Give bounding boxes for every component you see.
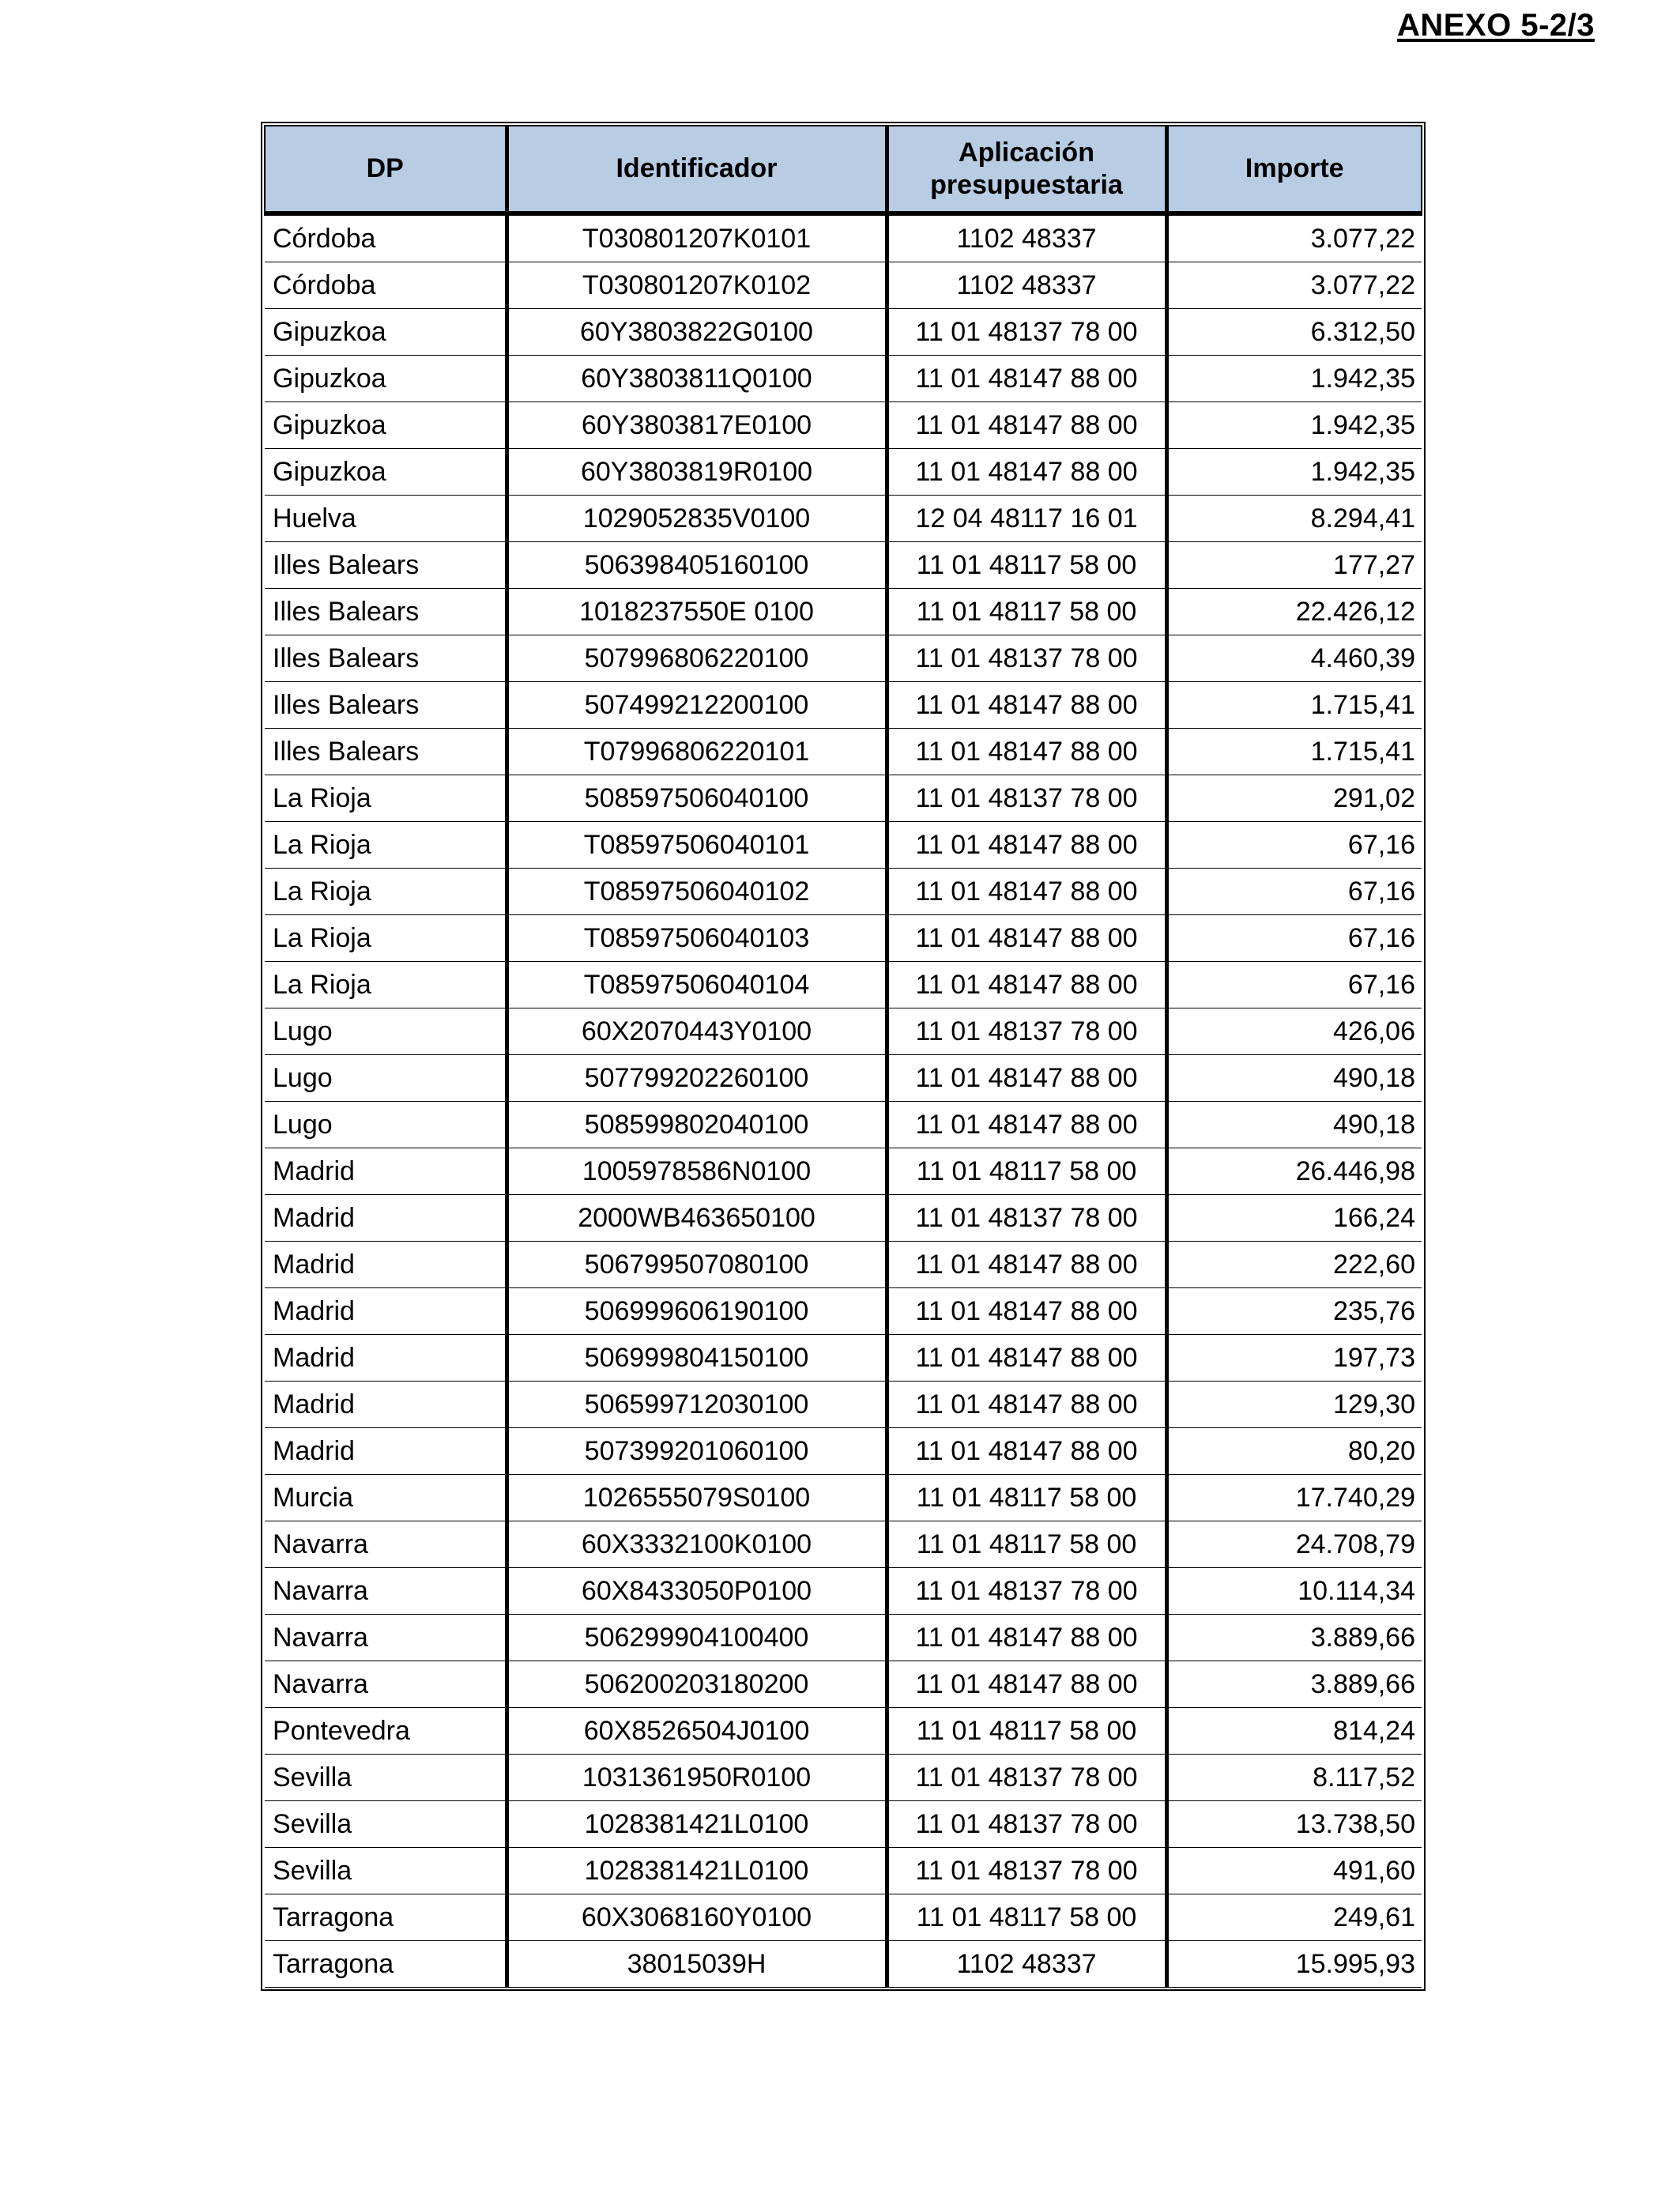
table-row bbox=[265, 1801, 1422, 1848]
cell-aplicacion: 11 01 48147 88 00 bbox=[887, 962, 1166, 1008]
cell-dp: Lugo bbox=[265, 1008, 507, 1055]
table-row bbox=[265, 356, 1422, 402]
cell-dp: Tarragona bbox=[265, 1894, 507, 1941]
cell-aplicacion: 11 01 48147 88 00 bbox=[887, 1382, 1166, 1428]
cell-dp: Sevilla bbox=[265, 1801, 507, 1848]
header-dp: DP bbox=[265, 126, 507, 213]
cell-dp: Sevilla bbox=[265, 1755, 507, 1801]
table-row bbox=[265, 1755, 1422, 1801]
cell-dp: La Rioja bbox=[265, 775, 507, 822]
table-row bbox=[265, 1428, 1422, 1475]
cell-importe: 80,20 bbox=[1166, 1428, 1422, 1475]
cell-aplicacion: 11 01 48137 78 00 bbox=[887, 1195, 1166, 1242]
table-row bbox=[265, 822, 1422, 869]
cell-identificador: 60X8433050P0100 bbox=[507, 1568, 887, 1615]
cell-importe: 235,76 bbox=[1166, 1288, 1422, 1335]
cell-importe: 6.312,50 bbox=[1166, 309, 1422, 356]
cell-importe: 166,24 bbox=[1166, 1195, 1422, 1242]
cell-importe: 814,24 bbox=[1166, 1708, 1422, 1755]
cell-dp: Pontevedra bbox=[265, 1708, 507, 1755]
cell-identificador: 1028381421L0100 bbox=[507, 1801, 887, 1848]
cell-aplicacion: 11 01 48117 58 00 bbox=[887, 1148, 1166, 1195]
table-row bbox=[265, 962, 1422, 1008]
cell-identificador: 38015039H bbox=[507, 1941, 887, 1988]
cell-dp: Córdoba bbox=[265, 262, 507, 309]
cell-identificador: 1028381421L0100 bbox=[507, 1848, 887, 1894]
cell-identificador: 60X3068160Y0100 bbox=[507, 1894, 887, 1941]
table-row bbox=[265, 1568, 1422, 1615]
header-importe: Importe bbox=[1166, 126, 1422, 213]
cell-aplicacion: 11 01 48147 88 00 bbox=[887, 1661, 1166, 1708]
cell-importe: 129,30 bbox=[1166, 1382, 1422, 1428]
cell-dp: Lugo bbox=[265, 1055, 507, 1102]
cell-importe: 1.715,41 bbox=[1166, 682, 1422, 729]
cell-importe: 1.942,35 bbox=[1166, 449, 1422, 496]
cell-aplicacion: 11 01 48117 58 00 bbox=[887, 589, 1166, 635]
cell-dp: Gipuzkoa bbox=[265, 449, 507, 496]
cell-dp: Navarra bbox=[265, 1521, 507, 1568]
cell-importe: 4.460,39 bbox=[1166, 635, 1422, 682]
cell-dp: La Rioja bbox=[265, 915, 507, 962]
table-row bbox=[265, 1335, 1422, 1382]
cell-aplicacion: 11 01 48137 78 00 bbox=[887, 635, 1166, 682]
table-row bbox=[265, 1941, 1422, 1988]
cell-aplicacion: 11 01 48117 58 00 bbox=[887, 1708, 1166, 1755]
table-row bbox=[265, 869, 1422, 915]
cell-aplicacion: 11 01 48147 88 00 bbox=[887, 356, 1166, 402]
table-header bbox=[265, 126, 1422, 213]
cell-aplicacion: 11 01 48137 78 00 bbox=[887, 775, 1166, 822]
cell-importe: 249,61 bbox=[1166, 1894, 1422, 1941]
cell-importe: 3.889,66 bbox=[1166, 1615, 1422, 1661]
cell-importe: 8.117,52 bbox=[1166, 1755, 1422, 1801]
table-row bbox=[265, 1708, 1422, 1755]
table-row bbox=[265, 1382, 1422, 1428]
cell-importe: 3.889,66 bbox=[1166, 1661, 1422, 1708]
cell-identificador: 508599802040100 bbox=[507, 1102, 887, 1148]
cell-identificador: T030801207K0101 bbox=[507, 213, 887, 262]
cell-importe: 177,27 bbox=[1166, 542, 1422, 589]
cell-importe: 67,16 bbox=[1166, 915, 1422, 962]
table-row bbox=[265, 1848, 1422, 1894]
cell-dp: Gipuzkoa bbox=[265, 356, 507, 402]
cell-identificador: T08597506040104 bbox=[507, 962, 887, 1008]
table-row bbox=[265, 542, 1422, 589]
header-aplicacion-line2: presupuestaria bbox=[930, 169, 1123, 200]
cell-importe: 491,60 bbox=[1166, 1848, 1422, 1894]
cell-identificador: 60Y3803819R0100 bbox=[507, 449, 887, 496]
cell-identificador: 1018237550E 0100 bbox=[507, 589, 887, 635]
cell-dp: Illes Balears bbox=[265, 729, 507, 775]
cell-importe: 1.942,35 bbox=[1166, 402, 1422, 449]
table-row bbox=[265, 915, 1422, 962]
cell-identificador: 506999606190100 bbox=[507, 1288, 887, 1335]
cell-dp: La Rioja bbox=[265, 869, 507, 915]
cell-identificador: 506999804150100 bbox=[507, 1335, 887, 1382]
cell-aplicacion: 11 01 48147 88 00 bbox=[887, 915, 1166, 962]
payments-table bbox=[264, 125, 1422, 1988]
cell-dp: Madrid bbox=[265, 1335, 507, 1382]
cell-dp: Madrid bbox=[265, 1195, 507, 1242]
header-aplicacion-presupuestaria bbox=[887, 126, 1166, 213]
cell-aplicacion: 11 01 48147 88 00 bbox=[887, 682, 1166, 729]
table-row bbox=[265, 1242, 1422, 1288]
cell-identificador: 60X8526504J0100 bbox=[507, 1708, 887, 1755]
table-row bbox=[265, 1615, 1422, 1661]
cell-importe: 22.426,12 bbox=[1166, 589, 1422, 635]
table-row bbox=[265, 1148, 1422, 1195]
table-row bbox=[265, 1521, 1422, 1568]
cell-dp: Huelva bbox=[265, 496, 507, 542]
table-row bbox=[265, 1102, 1422, 1148]
cell-aplicacion: 12 04 48117 16 01 bbox=[887, 496, 1166, 542]
cell-importe: 24.708,79 bbox=[1166, 1521, 1422, 1568]
cell-importe: 1.942,35 bbox=[1166, 356, 1422, 402]
cell-dp: Madrid bbox=[265, 1148, 507, 1195]
cell-identificador: 506599712030100 bbox=[507, 1382, 887, 1428]
cell-aplicacion: 1102 48337 bbox=[887, 1941, 1166, 1988]
cell-aplicacion: 11 01 48147 88 00 bbox=[887, 869, 1166, 915]
cell-aplicacion: 11 01 48147 88 00 bbox=[887, 1428, 1166, 1475]
cell-aplicacion: 1102 48337 bbox=[887, 213, 1166, 262]
cell-importe: 3.077,22 bbox=[1166, 213, 1422, 262]
cell-aplicacion: 11 01 48147 88 00 bbox=[887, 1055, 1166, 1102]
table-body bbox=[265, 213, 1422, 1988]
cell-identificador: 1031361950R0100 bbox=[507, 1755, 887, 1801]
cell-importe: 15.995,93 bbox=[1166, 1941, 1422, 1988]
cell-aplicacion: 11 01 48137 78 00 bbox=[887, 1848, 1166, 1894]
cell-identificador: 60Y3803817E0100 bbox=[507, 402, 887, 449]
cell-identificador: 1026555079S0100 bbox=[507, 1475, 887, 1521]
cell-dp: Sevilla bbox=[265, 1848, 507, 1894]
cell-importe: 13.738,50 bbox=[1166, 1801, 1422, 1848]
cell-aplicacion: 11 01 48147 88 00 bbox=[887, 1288, 1166, 1335]
cell-aplicacion: 11 01 48117 58 00 bbox=[887, 542, 1166, 589]
cell-identificador: 508597506040100 bbox=[507, 775, 887, 822]
table-row bbox=[265, 775, 1422, 822]
cell-importe: 17.740,29 bbox=[1166, 1475, 1422, 1521]
cell-dp: Lugo bbox=[265, 1102, 507, 1148]
cell-identificador: T08597506040102 bbox=[507, 869, 887, 915]
cell-importe: 490,18 bbox=[1166, 1102, 1422, 1148]
cell-aplicacion: 11 01 48137 78 00 bbox=[887, 309, 1166, 356]
cell-identificador: 2000WB463650100 bbox=[507, 1195, 887, 1242]
cell-identificador: 507499212200100 bbox=[507, 682, 887, 729]
cell-dp: Tarragona bbox=[265, 1941, 507, 1988]
table-row bbox=[265, 496, 1422, 542]
cell-dp: La Rioja bbox=[265, 962, 507, 1008]
cell-identificador: 60Y3803822G0100 bbox=[507, 309, 887, 356]
cell-importe: 426,06 bbox=[1166, 1008, 1422, 1055]
cell-dp: Madrid bbox=[265, 1242, 507, 1288]
cell-dp: Madrid bbox=[265, 1288, 507, 1335]
cell-dp: Murcia bbox=[265, 1475, 507, 1521]
cell-importe: 291,02 bbox=[1166, 775, 1422, 822]
cell-aplicacion: 11 01 48137 78 00 bbox=[887, 1008, 1166, 1055]
table-row bbox=[265, 402, 1422, 449]
cell-dp: Madrid bbox=[265, 1382, 507, 1428]
table-row bbox=[265, 262, 1422, 309]
cell-aplicacion: 11 01 48117 58 00 bbox=[887, 1475, 1166, 1521]
cell-aplicacion: 11 01 48147 88 00 bbox=[887, 1615, 1166, 1661]
cell-aplicacion: 11 01 48147 88 00 bbox=[887, 1102, 1166, 1148]
payments-table-frame bbox=[261, 122, 1426, 1991]
table-row bbox=[265, 1475, 1422, 1521]
table-row bbox=[265, 635, 1422, 682]
table-row bbox=[265, 309, 1422, 356]
table-row bbox=[265, 682, 1422, 729]
cell-importe: 26.446,98 bbox=[1166, 1148, 1422, 1195]
cell-aplicacion: 11 01 48137 78 00 bbox=[887, 1568, 1166, 1615]
cell-aplicacion: 11 01 48147 88 00 bbox=[887, 822, 1166, 869]
cell-identificador: T08597506040101 bbox=[507, 822, 887, 869]
table-row bbox=[265, 729, 1422, 775]
cell-importe: 490,18 bbox=[1166, 1055, 1422, 1102]
table-row bbox=[265, 1055, 1422, 1102]
cell-identificador: T08597506040103 bbox=[507, 915, 887, 962]
cell-identificador: T07996806220101 bbox=[507, 729, 887, 775]
cell-dp: Navarra bbox=[265, 1568, 507, 1615]
cell-importe: 67,16 bbox=[1166, 869, 1422, 915]
header-aplicacion-line1: Aplicación bbox=[959, 137, 1094, 168]
table-row bbox=[265, 1288, 1422, 1335]
cell-dp: La Rioja bbox=[265, 822, 507, 869]
cell-aplicacion: 11 01 48117 58 00 bbox=[887, 1521, 1166, 1568]
cell-dp: Gipuzkoa bbox=[265, 309, 507, 356]
cell-importe: 222,60 bbox=[1166, 1242, 1422, 1288]
cell-dp: Madrid bbox=[265, 1428, 507, 1475]
cell-identificador: 507996806220100 bbox=[507, 635, 887, 682]
cell-aplicacion: 11 01 48137 78 00 bbox=[887, 1801, 1166, 1848]
cell-identificador: 506299904100400 bbox=[507, 1615, 887, 1661]
cell-identificador: T030801207K0102 bbox=[507, 262, 887, 309]
table-row bbox=[265, 213, 1422, 262]
table-row bbox=[265, 1195, 1422, 1242]
cell-identificador: 506200203180200 bbox=[507, 1661, 887, 1708]
cell-dp: Navarra bbox=[265, 1661, 507, 1708]
table-header-row bbox=[265, 126, 1422, 213]
table-row bbox=[265, 589, 1422, 635]
cell-identificador: 60X2070443Y0100 bbox=[507, 1008, 887, 1055]
cell-dp: Illes Balears bbox=[265, 589, 507, 635]
cell-dp: Illes Balears bbox=[265, 635, 507, 682]
cell-importe: 1.715,41 bbox=[1166, 729, 1422, 775]
cell-dp: Gipuzkoa bbox=[265, 402, 507, 449]
cell-aplicacion: 11 01 48147 88 00 bbox=[887, 449, 1166, 496]
cell-identificador: 1005978586N0100 bbox=[507, 1148, 887, 1195]
cell-dp: Córdoba bbox=[265, 213, 507, 262]
cell-identificador: 507399201060100 bbox=[507, 1428, 887, 1475]
cell-importe: 197,73 bbox=[1166, 1335, 1422, 1382]
table-row bbox=[265, 1661, 1422, 1708]
cell-identificador: 1029052835V0100 bbox=[507, 496, 887, 542]
cell-aplicacion: 11 01 48147 88 00 bbox=[887, 1335, 1166, 1382]
cell-aplicacion: 11 01 48117 58 00 bbox=[887, 1894, 1166, 1941]
table-row bbox=[265, 1894, 1422, 1941]
cell-identificador: 507799202260100 bbox=[507, 1055, 887, 1102]
cell-aplicacion: 11 01 48147 88 00 bbox=[887, 1242, 1166, 1288]
cell-dp: Illes Balears bbox=[265, 682, 507, 729]
table-row bbox=[265, 1008, 1422, 1055]
header-identificador: Identificador bbox=[507, 126, 887, 213]
table-row bbox=[265, 449, 1422, 496]
cell-identificador: 506799507080100 bbox=[507, 1242, 887, 1288]
cell-aplicacion: 11 01 48147 88 00 bbox=[887, 402, 1166, 449]
cell-dp: Illes Balears bbox=[265, 542, 507, 589]
cell-importe: 8.294,41 bbox=[1166, 496, 1422, 542]
cell-importe: 10.114,34 bbox=[1166, 1568, 1422, 1615]
annex-title: ANEXO 5-2/3 bbox=[1396, 8, 1595, 43]
cell-importe: 3.077,22 bbox=[1166, 262, 1422, 309]
cell-identificador: 60X3332100K0100 bbox=[507, 1521, 887, 1568]
cell-aplicacion: 11 01 48137 78 00 bbox=[887, 1755, 1166, 1801]
cell-identificador: 60Y3803811Q0100 bbox=[507, 356, 887, 402]
cell-aplicacion: 11 01 48147 88 00 bbox=[887, 729, 1166, 775]
cell-importe: 67,16 bbox=[1166, 822, 1422, 869]
cell-importe: 67,16 bbox=[1166, 962, 1422, 1008]
cell-dp: Navarra bbox=[265, 1615, 507, 1661]
cell-aplicacion: 1102 48337 bbox=[887, 262, 1166, 309]
cell-identificador: 506398405160100 bbox=[507, 542, 887, 589]
